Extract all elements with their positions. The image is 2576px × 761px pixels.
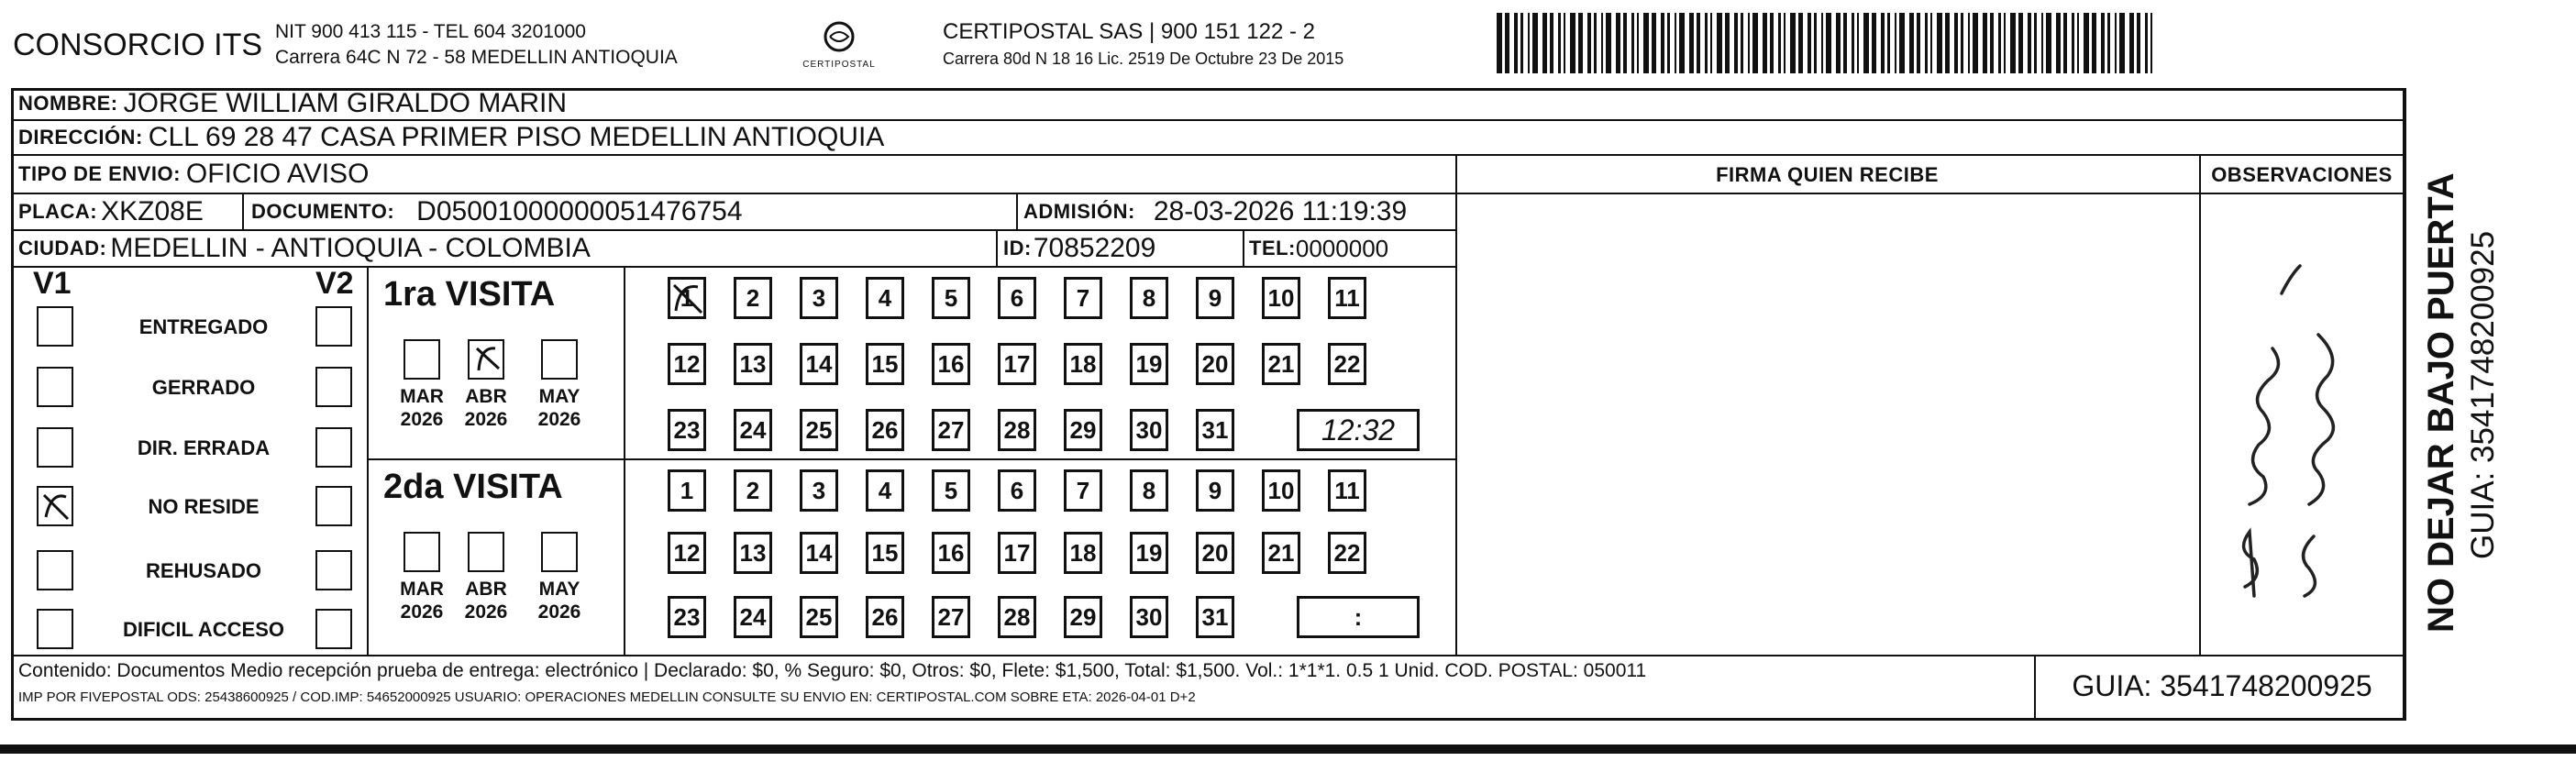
month-checkbox[interactable] [468,339,504,380]
option-label: GERRADO [151,376,256,399]
day-cell[interactable]: 15 [866,532,904,574]
day-cell[interactable]: 29 [1064,409,1102,451]
day-cell[interactable]: 25 [800,596,838,638]
v2-checkbox[interactable] [315,367,352,407]
day-cell[interactable]: 27 [932,596,970,638]
direccion-label: DIRECCIÓN: [18,126,143,149]
day-cell[interactable]: 22 [1328,532,1366,574]
day-cell[interactable]: 21 [1262,343,1300,385]
day-cell[interactable]: 5 [932,277,970,319]
admision-value: 28-03-2026 11:19:39 [1153,196,1408,226]
day-cell[interactable]: 10 [1262,277,1300,319]
content-line: Contenido: Documentos Medio recepción prueba de entrega: electrónico | Declarado: $0, % Seguro: $0, Otros: $0, Flete: $1,500, Total: $1,500. Vol.: 1*1*1. 0.5 1 Unid. COD. POSTAL: 050011 [18,660,1647,681]
logo-text: CERTIPOSTAL [802,60,876,70]
placa-value: XKZ08E [101,196,204,226]
certipostal-line: CERTIPOSTAL SAS | 900 151 122 - 2 [943,19,1315,44]
side-guia: GUIA: 3541748200925 [2465,230,2501,559]
time-cell[interactable]: 12:32 [1297,409,1420,451]
day-cell[interactable]: 24 [734,596,772,638]
day-cell[interactable]: 15 [866,343,904,385]
admision-cell [1023,194,1407,229]
company-name: CONSORCIO ITS [13,28,263,62]
observaciones-label: OBSERVACIONES [2211,163,2393,186]
day-cell[interactable]: 14 [800,532,838,574]
month-label [459,578,514,623]
day-cell[interactable]: 20 [1196,532,1234,574]
day-cell[interactable]: 26 [866,596,904,638]
day-cell[interactable]: 21 [1262,532,1300,574]
month-year: 2026 [537,601,581,623]
day-cell[interactable]: 5 [932,469,970,512]
tel-label: TEL: [1249,237,1296,259]
day-cell[interactable]: 7 [1064,277,1102,319]
day-cell[interactable]: 26 [866,409,904,451]
day-cell[interactable]: 3 [800,277,838,319]
barcode [1497,13,2157,73]
nombre-label: NOMBRE: [18,92,118,115]
day-cell[interactable]: 8 [1130,277,1168,319]
v2-checkbox[interactable] [315,486,352,526]
day-cell[interactable]: 6 [998,469,1036,512]
month-checkbox[interactable] [468,532,504,572]
first-visit-title: 1ra VISITA [383,275,556,314]
day-cell[interactable]: 23 [668,409,706,451]
nit-line: NIT 900 413 115 - TEL 604 3201000 [275,21,586,42]
month-checkbox[interactable] [541,339,578,380]
month-checkbox[interactable] [541,532,578,572]
v1-checkbox[interactable] [37,427,73,468]
id-cell [1003,231,1155,266]
option-label: NO RESIDE [148,495,260,518]
month-year: 2026 [464,601,508,623]
documento-value: D05001000000051476754 [416,196,743,226]
month-name: MAY [538,386,580,407]
ciudad-value: MEDELLIN - ANTIOQUIA - COLOMBIA [110,233,591,263]
v2-checkbox[interactable] [315,427,352,468]
ciudad-label: CIUDAD: [18,237,107,259]
day-cell[interactable]: 25 [800,409,838,451]
id-label: ID: [1003,237,1032,259]
v1-checkbox[interactable] [37,486,73,526]
option-label: DIR. ERRADA [137,436,271,459]
placa-label: PLACA: [18,200,98,223]
id-value: 70852209 [1033,233,1156,263]
day-cell[interactable]: 19 [1130,532,1168,574]
footer-guia: GUIA: 3541748200925 [2072,669,2372,702]
second-visit-title: 2da VISITA [383,468,563,506]
day-cell[interactable]: 10 [1262,469,1300,512]
month-name: ABR [465,579,507,600]
day-cell[interactable]: 27 [932,409,970,451]
month-name: ABR [465,386,507,407]
day-cell[interactable]: 11 [1328,277,1366,319]
day-cell[interactable]: 6 [998,277,1036,319]
certipostal-logo-icon [802,18,876,73]
day-cell[interactable]: 30 [1130,596,1168,638]
month-label [394,385,449,431]
day-cell[interactable]: 18 [1064,532,1102,574]
v2-checkbox[interactable] [315,550,352,590]
v1-label: V1 [33,266,72,301]
option-label: ENTREGADO [138,315,269,338]
month-name: MAR [400,579,444,600]
day-cell[interactable]: 18 [1064,343,1102,385]
nombre-row [18,88,567,119]
month-year: 2026 [537,409,581,430]
day-cell[interactable]: 7 [1064,469,1102,512]
obs-handwriting [2208,229,2355,614]
day-cell[interactable]: 1 [668,277,706,319]
v1-checkbox[interactable] [37,367,73,407]
day-cell[interactable]: 13 [734,343,772,385]
tipo-row [18,156,369,193]
day-cell[interactable]: 19 [1130,343,1168,385]
day-cell[interactable]: 29 [1064,596,1102,638]
month-year: 2026 [400,601,444,623]
nombre-value: JORGE WILLIAM GIRALDO MARIN [123,88,568,118]
day-cell[interactable]: 4 [866,469,904,512]
month-checkbox[interactable] [404,339,440,380]
company-address: Carrera 64C N 72 - 58 MEDELLIN ANTIOQUIA [275,47,678,68]
v1-checkbox[interactable] [37,609,73,649]
day-cell[interactable]: 30 [1130,409,1168,451]
day-cell[interactable]: 9 [1196,277,1234,319]
day-cell[interactable]: 2 [734,277,772,319]
tipo-label: TIPO DE ENVIO: [18,162,181,185]
day-cell[interactable]: 23 [668,596,706,638]
month-name: MAY [538,579,580,600]
day-cell[interactable]: 16 [932,532,970,574]
day-cell[interactable]: 17 [998,343,1036,385]
direccion-value: CLL 69 28 47 CASA PRIMER PISO MEDELLIN ANTIOQUIA [148,122,885,152]
tipo-value: OFICIO AVISO [185,159,370,189]
option-label: DIFICIL ACCESO [122,618,284,641]
month-year: 2026 [464,409,508,430]
option-label: REHUSADO [146,559,261,582]
day-cell[interactable]: 9 [1196,469,1234,512]
documento-cell [251,194,743,229]
day-cell[interactable]: 8 [1130,469,1168,512]
imp-line: IMP POR FIVEPOSTAL ODS: 25438600925 / COD.IMP: 54652000925 USUARIO: OPERACIONES MEDELLIN CONSULTE SU ENVIO EN: CERTIPOSTAL.COM SOBRE ETA: 2026-04-01 D+2 [18,689,1196,705]
license-line: Carrera 80d N 18 16 Lic. 2519 De Octubre 23 De 2015 [943,50,1344,68]
day-cell[interactable]: 22 [1328,343,1366,385]
day-cell[interactable]: 31 [1196,596,1234,638]
bottom-edge [0,744,2576,754]
day-cell[interactable]: 14 [800,343,838,385]
day-cell[interactable]: 31 [1196,409,1234,451]
day-cell[interactable]: 28 [998,409,1036,451]
month-label [394,578,449,623]
documento-label: DOCUMENTO: [251,200,395,223]
month-year: 2026 [400,409,444,430]
month-label [532,578,587,623]
v1-checkbox[interactable] [37,306,73,347]
v2-checkbox[interactable] [315,306,352,347]
day-cell[interactable]: 11 [1328,469,1366,512]
tel-cell [1249,231,1388,266]
day-cell[interactable]: 16 [932,343,970,385]
month-label [459,385,514,431]
day-cell[interactable]: 28 [998,596,1036,638]
day-cell[interactable]: 12 [668,532,706,574]
day-cell[interactable]: 2 [734,469,772,512]
month-checkbox[interactable] [404,532,440,572]
time-cell[interactable]: : [1297,596,1420,638]
v2-label: V2 [315,266,354,301]
month-name: MAR [400,386,444,407]
side-warning: NO DEJAR BAJO PUERTA [2421,172,2461,633]
day-cell[interactable]: 17 [998,532,1036,574]
day-cell[interactable]: 3 [800,469,838,512]
day-cell[interactable]: 4 [866,277,904,319]
v2-checkbox[interactable] [315,609,352,649]
month-label [532,385,587,431]
tel-value: 0000000 [1295,234,1389,262]
ciudad-cell [18,231,591,266]
day-cell[interactable]: 20 [1196,343,1234,385]
placa-cell [18,194,204,229]
firma-label: FIRMA QUIEN RECIBE [1716,163,1939,186]
day-cell[interactable]: 13 [734,532,772,574]
admision-label: ADMISIÓN: [1023,200,1135,223]
day-cell[interactable]: 12 [668,343,706,385]
direccion-row [18,121,884,154]
day-cell[interactable]: 24 [734,409,772,451]
v1-checkbox[interactable] [37,550,73,590]
day-cell[interactable]: 1 [668,469,706,512]
